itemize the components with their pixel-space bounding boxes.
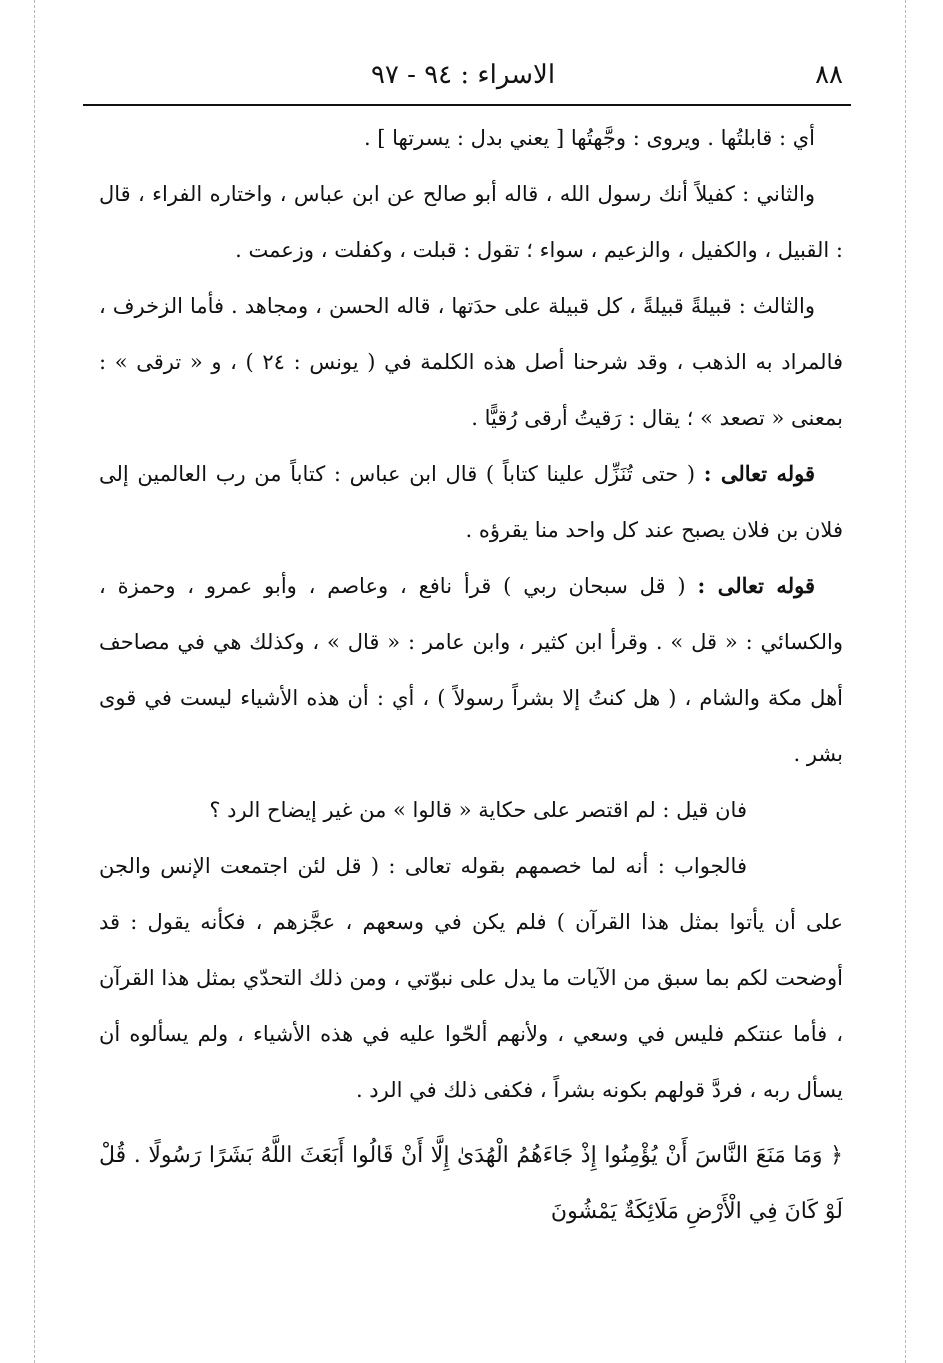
right-margin-guide: [905, 0, 906, 1363]
paragraph-3: والثالث : قبيلةً قبيلةً ، كل قبيلة على حدَتها ، قاله الحسن ، ومجاهد . فأما الزخرف ، فالمراد به الذهب ، وقد شرحنا أصل هذه الكلمة في ( يونس : ٢٤ ) ، و « ترقى » : بمعنى « تصعد » ؛ يقال : رَقيتُ أرقى رُقيًّا .: [99, 294, 844, 430]
paragraph-5-text: ( قل سبحان ربي ) قرأ نافع ، وعاصم ، وأبو عمرو ، وحمزة ، والكسائي : « قل » . وقرأ ابن كثير ، وابن عامر : « قال » ، وكذلك هي في مصاحف أهل مكة والشام ، ( هل كنتُ إلا بشراً رسولاً ) ، أي : أن هذه الأشياء ليست في قوى بشر .: [99, 574, 843, 766]
paragraph-4-text: ( حتى تُنَزِّل علينا كتاباً ) قال ابن عباس : كتاباً من رب العالمين إلى فلان بن فلان يصبح عند كل واحد منا يقرؤه .: [99, 462, 843, 542]
page-header: [83, 58, 843, 98]
paragraph-5: [99, 558, 843, 782]
header-rule: [83, 104, 851, 106]
page-body: [99, 110, 843, 1240]
paragraph-2: والثاني : كفيلاً أنك رسول الله ، قاله أبو صالح عن ابن عباس ، واختاره الفراء ، قال : القبيل ، والكفيل ، والزعيم ، سواء ؛ تقول : قبلت ، وكفلت ، وزعمت .: [99, 182, 843, 262]
paragraph-7: فالجواب : أنه لما خصمهم بقوله تعالى : ( قل لئن اجتمعت الإنس والجن على أن يأتوا بمثل هذا القرآن ) فلم يكن في وسعهم ، عجَّزهم ، فكأنه يقول : قد أوضحت لكم بما سبق من الآيات ما يدل على نبوّتي ، ومن ذلك التحدّي بمثل هذا القرآن ، فأما عنتكم فليس في وسعي ، ولأنهم ألحّوا عليه في هذه الأشياء ، ولم يسألوه أن يسأل ربه ، فردَّ قولهم بكونه بشراً ، فكفى ذلك في الرد .: [99, 854, 843, 1102]
paragraph-4-lead: قوله تعالى :: [703, 461, 815, 486]
paragraph-4: [99, 446, 843, 558]
left-margin-guide: [34, 0, 35, 1363]
running-title: الاسراء : ٩٤ - ٩٧: [370, 60, 556, 90]
page-number: ٨٨: [815, 60, 843, 90]
paragraph-6: فان قيل : لم اقتصر على حكاية « قالوا » من غير إيضاح الرد ؟: [209, 798, 747, 822]
paragraph-1: أي : قابلتُها . ويروى : وجَّهتُها [ يعني بدل : يسرتها ] .: [363, 126, 815, 150]
quran-verse: ﴿ وَمَا مَنَعَ النَّاسَ أَنْ يُؤْمِنُوا إِذْ جَاءَهُمُ الْهُدَىٰ إِلَّا أَنْ قَالُوا أَبَعَثَ اللَّهُ بَشَرًا رَسُولًا . قُلْ لَوْ كَانَ فِي الْأَرْضِ مَلَائِكَةٌ يَمْشُونَ: [99, 1143, 843, 1224]
paragraph-5-lead: قوله تعالى :: [697, 573, 815, 598]
